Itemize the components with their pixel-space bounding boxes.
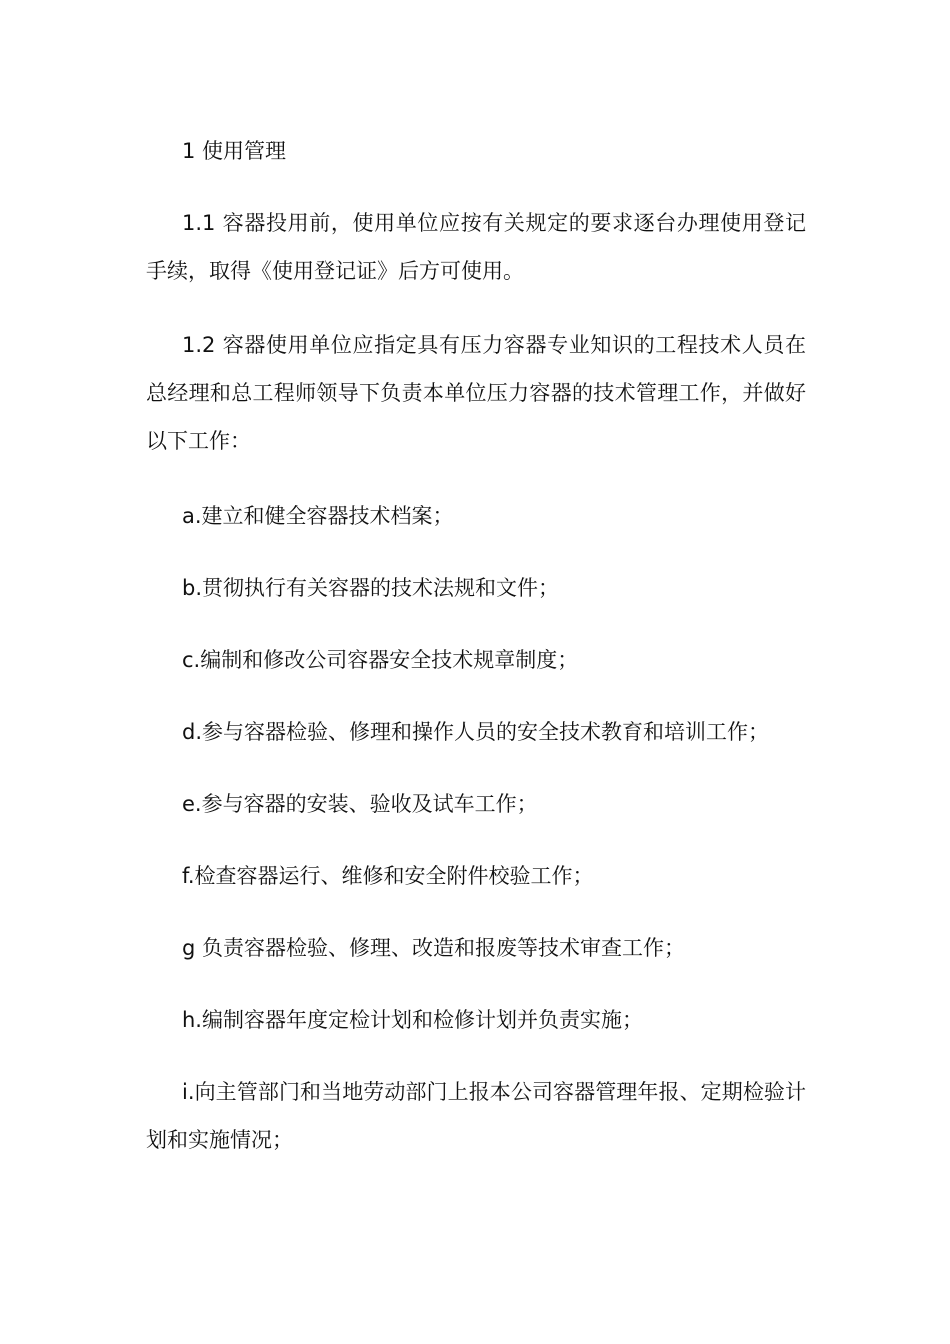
paragraph-1-1: 1.1 容器投用前，使用单位应按有关规定的要求逐台办理使用登记手续，取得《使用登记证》后方可使用。 xyxy=(146,211,806,283)
section-heading: 1 使用管理 xyxy=(182,139,287,163)
list-item-f: f.检查容器运行、维修和安全附件校验工作； xyxy=(182,864,594,888)
list-item-d: d.参与容器检验、修理和操作人员的安全技术教育和培训工作； xyxy=(182,720,770,744)
list-item-e: e.参与容器的安装、验收及试车工作； xyxy=(182,792,538,816)
list-item-g: g 负责容器检验、修理、改造和报废等技术审查工作； xyxy=(182,936,686,960)
paragraph-1-2: 1.2 容器使用单位应指定具有压力容器专业知识的工程技术人员在总经理和总工程师领导下负责本单位压力容器的技术管理工作，并做好以下工作： xyxy=(146,333,806,453)
list-item-h: h.编制容器年度定检计划和检修计划并负责实施； xyxy=(182,1008,643,1032)
list-item-i: i.向主管部门和当地劳动部门上报本公司容器管理年报、定期检验计划和实施情况； xyxy=(146,1080,806,1152)
list-item-b: b.贯彻执行有关容器的技术法规和文件； xyxy=(182,576,560,600)
list-item-c: c.编制和修改公司容器安全技术规章制度； xyxy=(182,648,579,672)
list-item-a: a.建立和健全容器技术档案； xyxy=(182,504,454,528)
